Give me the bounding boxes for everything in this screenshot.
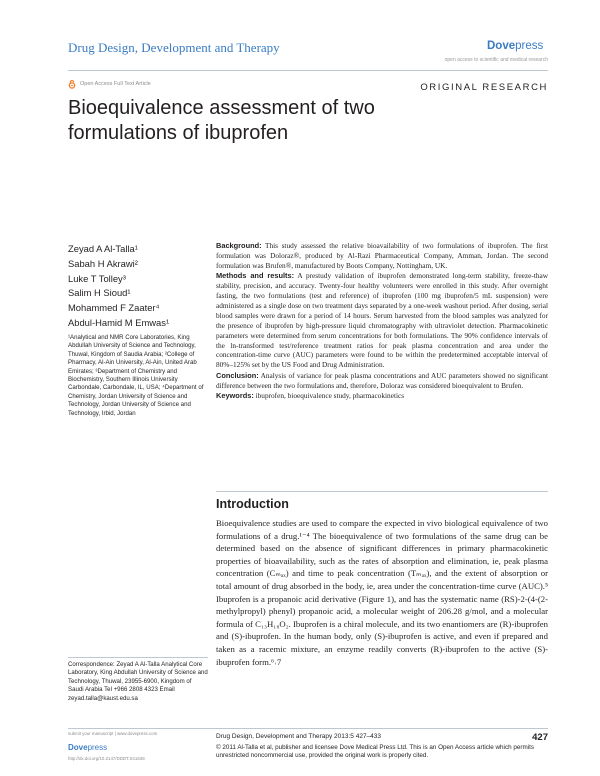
abstract-keywords [216,391,548,401]
copyright-notice: © 2011 Al-Talla et al, publisher and licensee Dove Medical Press Ltd. This is an Open Access article which permits unrestricted noncommercial use, provided the original work is properly cited. [216,744,535,760]
correspondence: Correspondence: Zeyad A Al-Talla Analytical Core Laboratory, King Abdullah University of Science and Technology, Thuwal, 23955-6900, Kingdom of Saudi Arabia Tel +966 2808 4323 Email zeyad.talla@kaust.edu.sa [68,661,208,702]
journal-title: Drug Design, Development and Therapy [68,40,280,55]
footer-publisher-bold: Dove [68,743,88,752]
keywords-text: ibuprofen, bioequivalence study, pharmacokinetics [253,391,405,401]
methods-text: A prestudy validation of ibuprofen demonstrated long-term stability, freeze-thaw stability, precision, and accuracy. Twenty-four healthy volunteers were enrolled in this study. After overnight fasting, the two formulations (test and reference) of ibuprofen (100 mg ibuprofen/5 mL suspension) were administered as a single dose on two treatment days separated by a one-week washout period. After dosing, serial blood samples were drawn for a period of 14 hours. Serum harvested from the blood samples was analyzed for the presence of ibuprofen by high-pressure liquid chromatography with ultraviolet detection. Pharmacokinetic parameters were determined from serum concentrations for both formulations. The 90% confidence intervals of the ln-transformed test/reference treatment ratios for peak plasma concentration and area under the concentration-time curve (AUC) parameters were found to be within the predetermined acceptable interval of 80%–125% set by the US Food and Drug Administration. [216,271,549,370]
introduction-heading: Introduction [216,497,289,511]
abstract-background [216,241,548,271]
abstract-divider [216,491,548,492]
publisher-tagline: open access to scientific and medical research [444,57,548,63]
conclusion-text: Analysis of variance for peak plasma concentrations and AUC parameters showed no significant difference between the two formulations and, therefore, Doloraz was considered bioequivalent to Brufen. [216,370,548,390]
footer-publisher-rest: press [87,743,108,752]
abstract-conclusion [216,371,548,391]
author-name: Luke T Tolley³ [68,272,126,284]
author-name: Sabah H Akrawi² [68,257,138,269]
submit-manuscript-link[interactable]: submit your manuscript | www.dovepress.com [68,731,158,736]
author-name: Zeyad A Al-Talla¹ [68,243,138,254]
background-label: Background: [216,241,262,250]
journal-citation: Drug Design, Development and Therapy 2013:5 427–433 [216,733,382,740]
keywords-label: Keywords: [216,391,254,401]
open-access-icon [68,80,76,89]
introduction-body [216,517,548,668]
publisher-logo-rest: press [515,40,544,52]
doi-link[interactable]: http://dx.doi.org/10.2147/DDDT.S41638 [68,756,145,761]
author-name: Salim H Sioud¹ [68,287,131,299]
author-name: Mohammed F Zaater⁴ [68,302,160,314]
publisher-logo [487,40,543,52]
open-access-label: Open Access Full Text Article [80,81,151,87]
abstract [216,241,548,402]
publisher-logo-bold: Dove [487,40,516,52]
affiliations: ¹Analytical and NMR Core Laboratories, King Abdullah University of Science and Technology, Thuwal, Kingdom of Saudia Arabia; ²College of Pharmacy, Al-Ain University, Al-Ain, United Arab Emirates; ³Department of Chemistry and Biochemistry, Southern Illinois University Carbondale, Carbondale, IL, USA; ⁴Department of Chemistry, Jordan University of Science and Technology, Jordan University of Science and Technology, Irbid, Jordan [68,334,204,417]
correspondence-divider [68,657,208,658]
article-title: Bioequivalence assessment of two formulations of ibuprofen [68,97,375,144]
header-divider [68,70,548,71]
footer-divider [68,728,548,729]
introduction-paragraph: Bioequivalence studies are used to compare the expected in vivo biological equivalence of two formulations of a drug.¹⁻⁴ The bioequivalence of two formulations of the same drug can be determined based on the absence of significant differences in primary pharmacokinetic properties of bioavailability, such as the rates of absorption and elimination, ie, peak plasma concentration (Cₘₐₓ) and time to peak concentration (Tₘₐₓ), and the extent of absorption or total amount of drug absorbed in the body, ie, area under the concentration-time curve (AUC).⁵ Ibuprofen is a propanoic acid derivative (Figure 1), and has the systematic name (RS)-2-(4-(2-methylpropyl) phenyl) propanoic acid, a molecular weight of 206.28 g/mol, and a molecular formula of C₁₃H₁₈O₂. Ibuprofen is a chiral molecule, and its two enantiomers are (R)-ibuprofen and (S)-ibuprofen. In the human body, only (S)-ibuprofen is active, and even if prepared and taken as a racemic mixture, an enzyme readily converts (R)-ibuprofen to the active (S)-ibuprofen form.⁶˒7 [216,518,548,667]
author-name: Abdul-Hamid M Emwas¹ [68,316,170,328]
article-type: ORIGINAL RESEARCH [420,82,548,93]
background-text: This study assessed the relative bioavailability of two formulations of ibuprofen. The first formulation was Doloraz®, produced by Al-Razi Pharmaceutical Company, Amman, Jordan. The second formulation was Brufen®, manufactured by Boots Company, Nottingham, UK. [216,241,548,270]
methods-label: Methods and results: [216,271,295,281]
footer-publisher-logo [68,743,107,752]
page-number: 427 [532,732,548,743]
conclusion-label: Conclusion: [216,370,259,380]
author-list [68,242,208,331]
abstract-methods [216,271,548,370]
